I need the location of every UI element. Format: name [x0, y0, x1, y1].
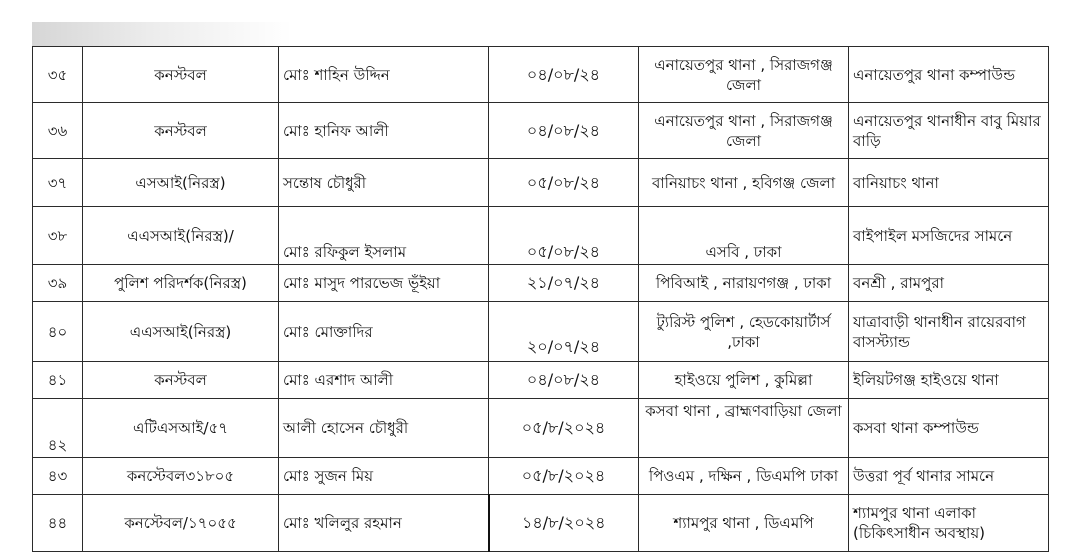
- station-cell: কসবা থানা , ব্রাহ্মণবাড়িয়া জেলা: [639, 399, 849, 458]
- station-cell: শ্যামপুর থানা , ডিএমপি: [639, 495, 849, 552]
- serial-cell: ৩৫: [33, 47, 83, 103]
- serial-cell: ৩৮: [33, 207, 83, 265]
- table-row: [33, 159, 1049, 207]
- serial-cell: ৪০: [33, 302, 83, 362]
- serial-cell: ৪১: [33, 362, 83, 399]
- name-cell: মোঃ এরশাদ আলী: [279, 362, 489, 399]
- rank-cell: কনস্টবল: [83, 103, 279, 159]
- serial-cell: ৩৯: [33, 265, 83, 302]
- location-cell: ইলিয়টগঞ্জ হাইওয়ে থানা: [849, 362, 1049, 399]
- location-cell: বনশ্রী , রামপুরা: [849, 265, 1049, 302]
- date-cell: ০৫/০৮/২৪: [489, 159, 639, 207]
- station-cell: ট্যুরিস্ট পুলিশ , হেডকোয়ার্টার্স ,ঢাকা: [639, 302, 849, 362]
- name-cell: মোঃ শাহিন উদ্দিন: [279, 47, 489, 103]
- date-cell: ০৫/৮/২০২৪: [489, 458, 639, 495]
- serial-cell: ৪২: [33, 399, 83, 458]
- station-cell: বানিয়াচং থানা , হবিগঞ্জ জেলা: [639, 159, 849, 207]
- station-cell: এনায়েতপুর থানা , সিরাজগঞ্জ জেলা: [639, 47, 849, 103]
- table-row: [33, 458, 1049, 495]
- serial-cell: ৩৭: [33, 159, 83, 207]
- station-cell: এসবি , ঢাকা: [639, 207, 849, 265]
- table-row: [33, 399, 1049, 458]
- name-cell: মোঃ হানিফ আলী: [279, 103, 489, 159]
- rank-cell: পুলিশ পরিদর্শক(নিরস্ত্র): [83, 265, 279, 302]
- location-cell: শ্যামপুর থানা এলাকা (চিকিৎসাধীন অবস্থায়): [849, 495, 1049, 552]
- date-cell: ১৪/৮/২০২৪: [489, 495, 639, 552]
- station-cell: এনায়েতপুর থানা , সিরাজগঞ্জ জেলা: [639, 103, 849, 159]
- location-cell: যাত্রাবাড়ী থানাধীন রায়েরবাগ বাসস্ট্যান্ড: [849, 302, 1049, 362]
- rank-cell: এএসআই(নিরস্ত্র): [83, 302, 279, 362]
- name-cell: সন্তোষ চৌধুরী: [279, 159, 489, 207]
- table-row: [33, 302, 1049, 362]
- name-cell: মোঃ সুজন মিয়: [279, 458, 489, 495]
- date-cell: ০৫/০৮/২৪: [489, 207, 639, 265]
- name-cell: মোঃ রফিকুল ইসলাম: [279, 207, 489, 265]
- name-cell: মোঃ মোক্তাদির: [279, 302, 489, 362]
- name-cell: আলী হোসেন চৌধুরী: [279, 399, 489, 458]
- rank-cell: কনস্টবল: [83, 362, 279, 399]
- location-cell: বানিয়াচং থানা: [849, 159, 1049, 207]
- rank-cell: কনস্টেবল/১৭০৫৫: [83, 495, 279, 552]
- table-row: [33, 495, 1049, 552]
- table-row: [33, 207, 1049, 265]
- rank-cell: এসআই(নিরস্ত্র): [83, 159, 279, 207]
- location-cell: এনায়েতপুর থানা কম্পাউন্ড: [849, 47, 1049, 103]
- date-cell: ২০/০৭/২৪: [489, 302, 639, 362]
- rank-cell: এএসআই(নিরস্ত্র)/: [83, 207, 279, 265]
- header-shade: [32, 22, 292, 46]
- table-row: [33, 362, 1049, 399]
- location-cell: কসবা থানা কম্পাউন্ড: [849, 399, 1049, 458]
- casualty-table: [32, 46, 1049, 552]
- date-cell: ২১/০৭/২৪: [489, 265, 639, 302]
- table-row: [33, 265, 1049, 302]
- serial-cell: ৪৩: [33, 458, 83, 495]
- date-cell: ০৪/০৮/২৪: [489, 47, 639, 103]
- rank-cell: কনস্টেবল৩১৮০৫: [83, 458, 279, 495]
- rank-cell: এটিএসআই/৫৭: [83, 399, 279, 458]
- name-cell: মোঃ মাসুদ পারভেজ ভূঁইয়া: [279, 265, 489, 302]
- date-cell: ০৪/০৮/২৪: [489, 103, 639, 159]
- name-cell: মোঃ খলিলুর রহমান: [279, 495, 489, 552]
- station-cell: হাইওয়ে পুলিশ , কুমিল্লা: [639, 362, 849, 399]
- rank-cell: কনস্টবল: [83, 47, 279, 103]
- serial-cell: ৪৪: [33, 495, 83, 552]
- location-cell: এনায়েতপুর থানাধীন বাবু মিয়ার বাড়ি: [849, 103, 1049, 159]
- date-cell: ০৫/৮/২০২৪: [489, 399, 639, 458]
- date-cell: ০৪/০৮/২৪: [489, 362, 639, 399]
- station-cell: পিওএম , দক্ষিন , ডিএমপি ঢাকা: [639, 458, 849, 495]
- location-cell: উত্তরা পূর্ব থানার সামনে: [849, 458, 1049, 495]
- table-row: [33, 103, 1049, 159]
- station-cell: পিবিআই , নারায়ণগঞ্জ , ঢাকা: [639, 265, 849, 302]
- serial-cell: ৩৬: [33, 103, 83, 159]
- location-cell: বাইপাইল মসজিদের সামনে: [849, 207, 1049, 265]
- table-row: [33, 47, 1049, 103]
